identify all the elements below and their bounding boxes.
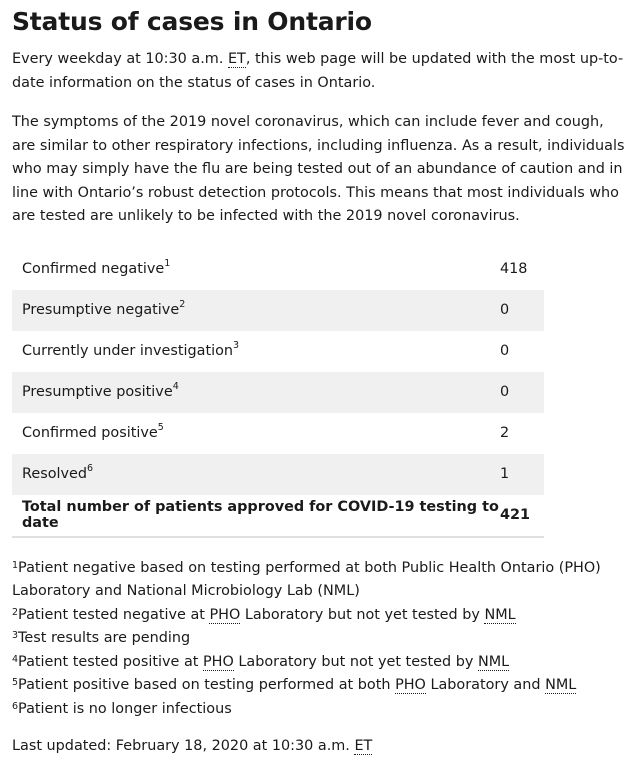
- intro-paragraph: [12, 48, 628, 95]
- et-abbreviation[interactable]: ET: [227, 51, 246, 67]
- page-title: Status of cases in Ontario: [12, 7, 372, 36]
- footnote-ref: 2: [179, 299, 186, 310]
- row-label: Confirmed negative$^1$: [22, 258, 171, 277]
- total-label: Total number of patients approved for COVID-19 testing to date: [22, 499, 499, 531]
- footnote-4: $^4$Patient tested positive at PHO Laboratory but not yet tested by NML: [12, 653, 510, 670]
- table-row: [12, 249, 544, 290]
- symptoms-paragraph: The symptoms of the 2019 novel coronavirus, which can include fever and cough, are similar to other respiratory infections, including influenza. As a result, individuals who may simply have the flu are being tested out of an abundance of caution and in line with Ontario’s robust detection protocols. This means that most individuals who are tested are unlikely to be infected with the 2019 novel coronavirus.: [12, 114, 625, 224]
- footnote-ref: 4: [172, 381, 179, 392]
- case-status-table: [12, 249, 544, 538]
- pho-abbreviation[interactable]: PHO: [209, 606, 241, 623]
- total-value: 421: [500, 507, 531, 523]
- table-row: [12, 331, 544, 372]
- footnote-6: $^6$Patient is no longer infectious: [12, 700, 232, 717]
- row-value: 0: [500, 290, 544, 331]
- pho-abbreviation[interactable]: PHO: [395, 677, 426, 693]
- footnote-ref: 6: [87, 463, 94, 474]
- table-total-row: [12, 495, 544, 537]
- footnote-ref: 3: [233, 340, 240, 351]
- footnote-3: $^3$Test results are pending: [12, 630, 191, 646]
- intro-text-1: Every weekday at 10:30 a.m.: [12, 51, 228, 67]
- footnote-ref: 1: [164, 258, 171, 269]
- table-row: [12, 413, 544, 454]
- row-value: 0: [500, 372, 544, 413]
- table-row: [12, 290, 544, 331]
- footnote-1: $^1$Patient negative based on testing performed at both Public Health Ontario (PHO) Laboratory and National Microbiology Lab (NML): [12, 559, 601, 599]
- nml-abbreviation[interactable]: NML: [545, 677, 577, 693]
- et-abbreviation[interactable]: ET: [354, 738, 373, 754]
- footnote-2: $^2$Patient tested negative at PHO Laboratory but not yet tested by NML: [12, 606, 516, 623]
- table-row: [12, 372, 544, 413]
- row-value: 418: [500, 261, 528, 277]
- pho-abbreviation[interactable]: PHO: [202, 653, 234, 670]
- footnote-ref: 5: [157, 422, 164, 433]
- row-value: 1: [500, 454, 544, 495]
- intro-text-2: , this web page will be updated with the most up-to-date information on the status of cases in Ontario.: [12, 51, 624, 91]
- footnotes: [12, 557, 628, 722]
- nml-abbreviation[interactable]: NML: [484, 606, 516, 623]
- table-row: [12, 454, 544, 495]
- row-label: Currently under investigation$^3$: [22, 340, 240, 359]
- last-updated: Last updated: February 18, 2020 at 10:30 a.m. ET: [12, 738, 373, 754]
- row-label: Resolved$^6$: [12, 454, 500, 495]
- nml-abbreviation[interactable]: NML: [477, 653, 510, 670]
- row-value: 2: [500, 425, 510, 441]
- footnote-5: $^5$Patient positive based on testing performed at both PHO Laboratory and NML: [12, 677, 577, 693]
- row-label: Presumptive positive$^4$: [12, 372, 500, 413]
- row-value: 0: [500, 343, 510, 359]
- row-label: Confirmed positive$^5$: [22, 422, 164, 441]
- row-label: Presumptive negative$^2$: [12, 290, 500, 331]
